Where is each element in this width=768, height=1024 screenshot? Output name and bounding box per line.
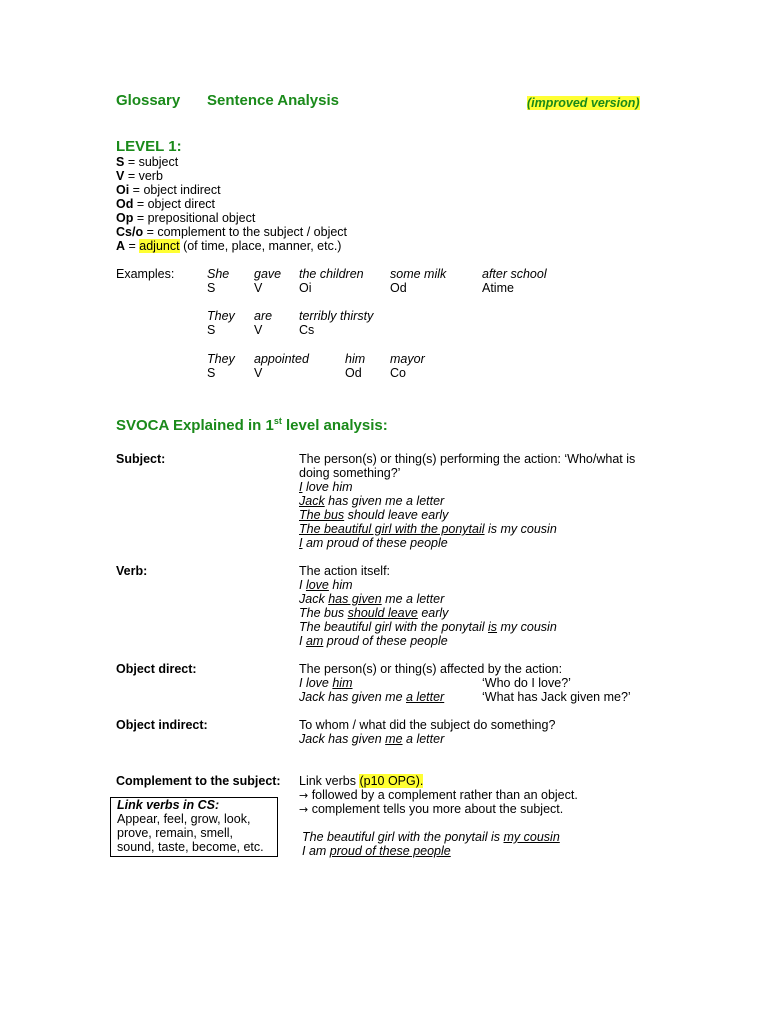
complement-example: The beautiful girl with the ponytail is my cousin <box>302 830 560 844</box>
subject-desc: The person(s) or thing(s) performing the action: ‘Who/what is <box>299 452 636 466</box>
object-direct-desc: The person(s) or thing(s) affected by the action: <box>299 662 563 676</box>
example-tag: V <box>254 281 263 295</box>
example-tag: V <box>254 323 263 337</box>
verb-label: Verb: <box>116 564 148 578</box>
complement-example: I am proud of these people <box>302 844 451 858</box>
verb-section <box>299 564 557 648</box>
definition-item: Od = object direct <box>116 197 215 211</box>
subject-label: Subject: <box>116 452 166 466</box>
page-title: Sentence Analysis <box>207 92 340 109</box>
definition-item-adjunct: A = adjunct (of time, place, manner, etc.) <box>116 239 342 253</box>
link-verbs-box-line: Appear, feel, grow, look, <box>117 812 251 826</box>
verb-example: I love him <box>299 578 353 592</box>
example-tag: V <box>254 366 263 380</box>
definition-item: Op = prepositional object <box>116 211 256 225</box>
example-word: the children <box>299 267 364 281</box>
example-word: are <box>254 309 273 323</box>
link-verbs-box-line: sound, taste, become, etc. <box>117 840 264 854</box>
link-verbs-box-line: prove, remain, smell, <box>117 826 234 840</box>
example-tag: S <box>207 323 216 337</box>
level1-heading: LEVEL 1: <box>116 138 182 155</box>
link-verbs-box-title: Link verbs in CS: <box>117 798 220 812</box>
example-word: mayor <box>390 352 425 366</box>
subject-example: Jack has given me a letter <box>299 494 445 508</box>
example-word: appointed <box>254 352 309 366</box>
example-word: They <box>207 309 235 323</box>
object-direct-question: ‘What has Jack given me?’ <box>482 690 631 704</box>
example-word: They <box>207 352 235 366</box>
definition-item: V = verb <box>116 169 163 183</box>
subject-example: I love him <box>299 480 353 494</box>
complement-label: Complement to the subject: <box>116 774 281 788</box>
object-direct-example: I love him <box>299 676 353 690</box>
example-word: him <box>345 352 366 366</box>
verb-example: The bus should leave early <box>299 606 449 620</box>
object-indirect-example: Jack has given me a letter <box>299 732 445 746</box>
object-direct-example: Jack has given me a letter <box>299 690 445 704</box>
example-tag: S <box>207 281 216 295</box>
example-tag: Oi <box>299 281 312 295</box>
level1-definitions <box>116 155 347 253</box>
version-note: (improved version) <box>527 96 640 110</box>
subject-example: I am proud of these people <box>299 536 448 550</box>
glossary-heading: Glossary <box>116 92 181 109</box>
verb-example: I am proud of these people <box>299 634 448 648</box>
complement-line: → complement tells you more about the subject. <box>299 802 564 816</box>
object-indirect-desc: To whom / what did the subject do something? <box>299 718 556 732</box>
example-tag: Co <box>390 366 406 380</box>
arrow-right-icon: → <box>299 789 309 802</box>
definition-item: S = subject <box>116 155 179 169</box>
link-verbs-box <box>110 797 278 857</box>
example-tag: Od <box>345 366 362 380</box>
example-word: She <box>207 267 230 281</box>
example-word: after school <box>482 267 547 281</box>
svoca-heading: SVOCA Explained in 1st level analysis: <box>116 416 388 434</box>
object-indirect-label: Object indirect: <box>116 718 208 732</box>
example-tag: Od <box>390 281 407 295</box>
object-direct-question: ‘Who do I love?’ <box>482 676 571 690</box>
verb-example: The beautiful girl with the ponytail is my cousin <box>299 620 557 634</box>
example-word: terribly thirsty <box>299 309 374 323</box>
subject-example: The bus should leave early <box>299 508 449 522</box>
object-direct-label: Object direct: <box>116 662 197 676</box>
example-word: gave <box>254 267 282 281</box>
complement-link-verbs: Link verbs (p10 OPG). <box>299 774 424 788</box>
definition-item: Cs/o = complement to the subject / object <box>116 225 348 239</box>
subject-section <box>299 452 635 550</box>
complement-line: → followed by a complement rather than an object. <box>299 788 578 802</box>
subject-desc: doing something?’ <box>299 466 401 480</box>
example-word: some milk <box>390 267 447 281</box>
verb-example: Jack has given me a letter <box>299 592 445 606</box>
subject-example: The beautiful girl with the ponytail is my cousin <box>299 522 557 536</box>
examples-label: Examples: <box>116 267 175 281</box>
example-tag: Atime <box>482 281 514 295</box>
verb-desc: The action itself: <box>299 564 391 578</box>
arrow-right-icon: → <box>299 803 309 816</box>
example-tag: Cs <box>299 323 315 337</box>
example-tag: S <box>207 366 216 380</box>
definition-item: Oi = object indirect <box>116 183 221 197</box>
